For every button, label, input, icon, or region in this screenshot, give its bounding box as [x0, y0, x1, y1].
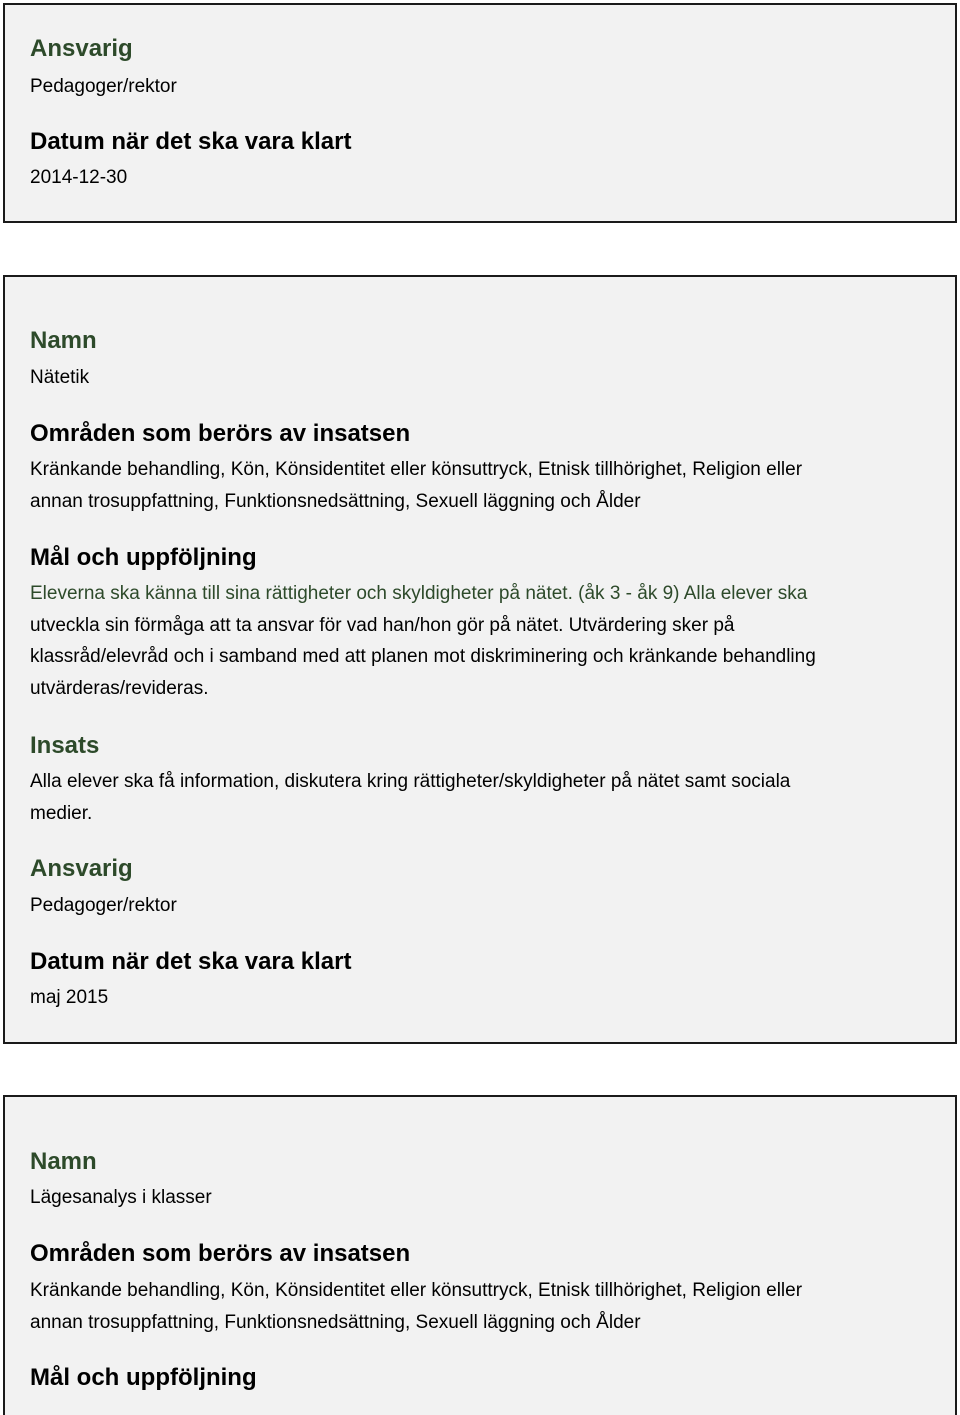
name-heading: Namn — [30, 1148, 97, 1175]
goal-text-line: Eleverna ska känna till sina rättigheter och skyldigheter på nätet. (åk 3 - åk 9) Alla elever ska — [30, 583, 808, 604]
goal-heading: Mål och uppföljning — [30, 1364, 257, 1391]
areas-text-line: annan trosuppfattning, Funktionsnedsättning, Sexuell läggning och Ålder — [30, 1312, 641, 1333]
date-heading: Datum när det ska vara klart — [30, 948, 352, 975]
name-heading: Namn — [30, 327, 97, 354]
goal-text-line: utvärderas/revideras. — [30, 678, 209, 699]
name-value: Lägesanalys i klasser — [30, 1187, 212, 1208]
responsible-heading: Ansvarig — [30, 35, 133, 62]
date-value: 2014-12-30 — [30, 167, 128, 188]
plan-block-1 — [3, 3, 957, 223]
goal-text-line: klassråd/elevråd och i samband med att planen mot diskriminering och kränkande behandling — [30, 646, 816, 667]
responsible-heading: Ansvarig — [30, 855, 133, 882]
date-value: maj 2015 — [30, 987, 109, 1008]
action-text-line: medier. — [30, 803, 93, 824]
date-heading: Datum när det ska vara klart — [30, 128, 352, 155]
action-text-line: Alla elever ska få information, diskutera kring rättigheter/skyldigheter på nätet samt sociala — [30, 771, 791, 792]
action-heading: Insats — [30, 732, 100, 759]
responsible-value: Pedagoger/rektor — [30, 895, 177, 916]
goal-heading: Mål och uppföljning — [30, 544, 257, 571]
name-value: Nätetik — [30, 367, 90, 388]
areas-text-line: annan trosuppfattning, Funktionsnedsättning, Sexuell läggning och Ålder — [30, 491, 641, 512]
areas-heading: Områden som berörs av insatsen — [30, 420, 411, 447]
areas-text-line: Kränkande behandling, Kön, Könsidentitet eller könsuttryck, Etnisk tillhörighet, Religion eller — [30, 1280, 803, 1301]
areas-text-line: Kränkande behandling, Kön, Könsidentitet eller könsuttryck, Etnisk tillhörighet, Religion eller — [30, 459, 803, 480]
responsible-value: Pedagoger/rektor — [30, 76, 177, 97]
areas-heading: Områden som berörs av insatsen — [30, 1240, 411, 1267]
goal-text-line: utveckla sin förmåga att ta ansvar för vad han/hon gör på nätet. Utvärdering sker på — [30, 615, 735, 636]
